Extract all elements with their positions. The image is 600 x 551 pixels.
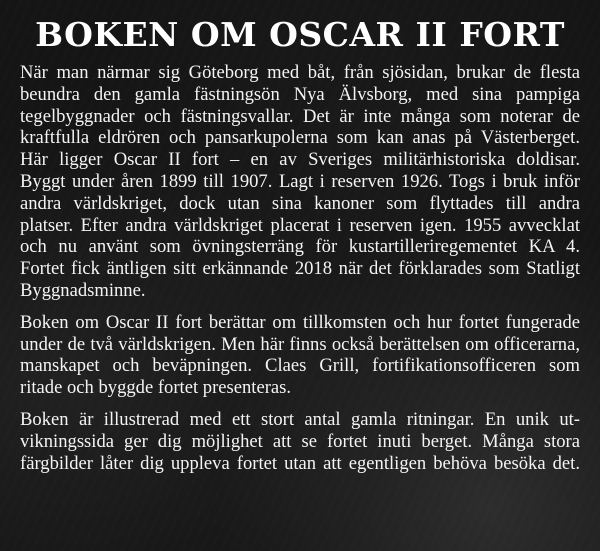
text-line: och nu använt som övningsterräng för kustartilleriregementet KA 4.	[20, 236, 580, 258]
page-title: BOKEN OM OSCAR II FORT	[35, 15, 565, 54]
text-line: Fortet fick äntligen sitt erkännande 2018 när det förklarades som Statligt	[20, 258, 580, 280]
text-line: Byggnadsminne.	[20, 279, 146, 301]
text-line: Boken är illustrerad med ett stort antal gamla ritningar. En unik ut-	[20, 408, 580, 430]
text-line: platser. Efter andra världskriget placerat i reserven igen. 1955 avvecklat	[20, 214, 580, 236]
text-line: ritade och byggde fortet presenteras.	[20, 377, 292, 399]
text-line: under de två världskrigen. Men här finns också berättelsen om officerarna,	[20, 333, 580, 355]
text-line: färgbilder låter dig uppleva fortet utan att egentligen behöva besöka det.	[20, 452, 580, 474]
paragraph-content	[20, 312, 580, 399]
text-line: tegelbyggnader och fästningsvallar. Det är inte många som noterar de	[20, 105, 580, 127]
paragraph-intro	[20, 62, 580, 302]
text-line: kraftfulla eldrören och pansarkupolerna som kan anas på Västerberget.	[20, 127, 580, 149]
text-line: manskapet och beväpningen. Claes Grill, fortifikationsofficeren som	[20, 355, 580, 377]
text-line: beundra den gamla fästningsön Nya Älvsborg, med sina pampiga	[20, 83, 580, 105]
text-line: När man närmar sig Göteborg med båt, från sjösidan, brukar de flesta	[20, 62, 580, 83]
text-line: vikningssida ger dig möjlighet att se fortet inuti berget. Många stora	[20, 430, 580, 452]
text-line: Boken om Oscar II fort berättar om tillkomsten och hur fortet fungerade	[20, 311, 580, 333]
text-line: Här ligger Oscar II fort – en av Sveriges militärhistoriska doldisar.	[20, 149, 580, 171]
paragraph-illustrations	[20, 409, 580, 474]
text-line: Byggt under åren 1899 till 1907. Lagt i reserven 1926. Togs i bruk inför	[20, 170, 580, 192]
text-line: andra världskriget, dock utan sina kanoner som flyttades till andra	[20, 192, 580, 214]
